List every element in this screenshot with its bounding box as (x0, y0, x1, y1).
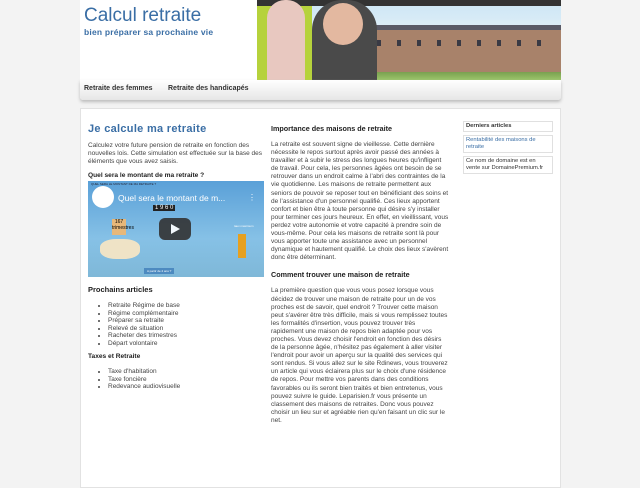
list-item: • Taxe foncière (108, 376, 264, 384)
left-column (88, 109, 264, 390)
sidebar-title: Derniers articles (463, 121, 553, 132)
channel-logo (92, 186, 114, 208)
nav-retraite-handicapes[interactable]: Retraite des handicapés (168, 85, 249, 92)
content-area (80, 108, 561, 488)
section-text: La retraite est souvent signe de vieillesse. Cette dernière nécessite le repos surtout après avoir passé des années à travailler et à subir le stress des longues heures qu'infligent de travail. Pour cela, les personnes âgées ont besoin de se retrouver dans un endroit calme à l'abri des contraintes de la vie quotidienne. Les maisons de retraite permettent aux seniors de pouvoir se reposer tout en bénéficiant des soins et de l'assistance d'un personnel qualifié. Ces lieux apportent confort et bien être à toute personne qui désire s'y installer pour terminer ces jours heureux. En effet, en vieillissant, vous perdez votre autonomie et votre capacité à prendre soin de vous-même. Pour cela les maisons de retraite sont là pour vous apporter toute une assistance avec un personnel dynamique et hautement qualifié. Le choix des lieux s'avèrent donc être déterminant. (271, 141, 449, 262)
video-taux: taux maximum (234, 224, 254, 228)
middle-column (271, 124, 449, 425)
sidebar-note: Ce nom de domaine est en vente sur DomainePremium.fr (463, 156, 553, 174)
header-banner-image (257, 0, 561, 80)
video-bottom-label: A partir de 2 ans ? (144, 268, 174, 274)
list-item: • Retraite Régime de base (108, 302, 264, 310)
page-title: Je calcule ma retraite (88, 123, 207, 135)
list-item: • Redevance audiovisuelle (108, 383, 264, 391)
header (80, 0, 561, 80)
more-icon[interactable]: ⋮ (248, 193, 256, 202)
page-wrapper (80, 0, 561, 480)
list-item: • Relevé de situation (108, 325, 264, 333)
question-heading: Quel sera le montant de ma retraite ? (88, 172, 205, 180)
video-cake (100, 239, 140, 259)
nav-retraite-femmes[interactable]: Retraite des femmes (84, 85, 153, 92)
video-title[interactable]: Quel sera le montant de m... (118, 193, 226, 203)
site-tagline: bien préparer sa prochaine vie (84, 27, 214, 37)
section-text: La première question que vous vous posez lorsque vous décidez de trouver une maison de retraite pour un de vos proches est de savoir, quel endroit ? Trouver cette maison peut s'avérer être très difficile, mais si vous remplissez toutes les formalités d'insertion, vous pouvez trouver très rapidement une maison de repos bien adaptée pour vos proches. Vous devez choisir l'endroit en fonction des désirs de la personne âgée, n'hésitez pas également à aller visiter l'endroit pour avoir un aperçu sur la qualité des services qui sont rendus. Si vous allez sur le site Rdinews, vous trouverez un article qui vous éclairera plus sur le choix d'une résidence de repos. Pour mettre vos parents dans des conditions favorables ou ils seront bien traités et bien entretenus, vous pouvez suivre le guide. Leparisien.fr vous présente un classement des maisons de retraites. Donc vous pouvez choisir un lieu sur et agréable rien qu'en faisant un clic sur le net. (271, 287, 448, 424)
list-item: • Départ volontaire (108, 340, 264, 348)
intro-text: Calculez votre future pension de retraite en fonction des nouvelles lois. Cette simulation est effectuée sur la base des éléments que vous avez saisis. (88, 142, 263, 166)
video-clock: 1 9 6 0 (155, 205, 174, 211)
list-item: • Racheter des trimestres (108, 332, 264, 340)
video-top-label: QUEL SERA LE MONTANT DE MA RETRAITE ? (91, 182, 157, 186)
taxes-list (88, 368, 264, 391)
next-articles-list (88, 302, 264, 347)
taxes-heading: Taxes et Retraite (88, 353, 141, 360)
section-heading: Importance des maisons de retraite (271, 124, 393, 133)
site-title[interactable]: Calcul retraite (84, 5, 202, 26)
play-icon[interactable] (159, 218, 191, 240)
video-sign: 167 trimestres (112, 219, 126, 235)
next-articles-heading: Prochains articles (88, 285, 153, 294)
video-player[interactable] (88, 181, 264, 277)
sidebar-link[interactable]: Rentabilité des maisons de retraite (463, 135, 553, 153)
list-item: • Préparer sa retraite (108, 317, 264, 325)
list-item: • Régime complémentaire (108, 310, 264, 318)
list-item: • Taxe d'habitation (108, 368, 264, 376)
main-nav (80, 80, 561, 100)
section-heading: Comment trouver une maison de retraite (271, 270, 410, 280)
video-bar (238, 234, 246, 258)
